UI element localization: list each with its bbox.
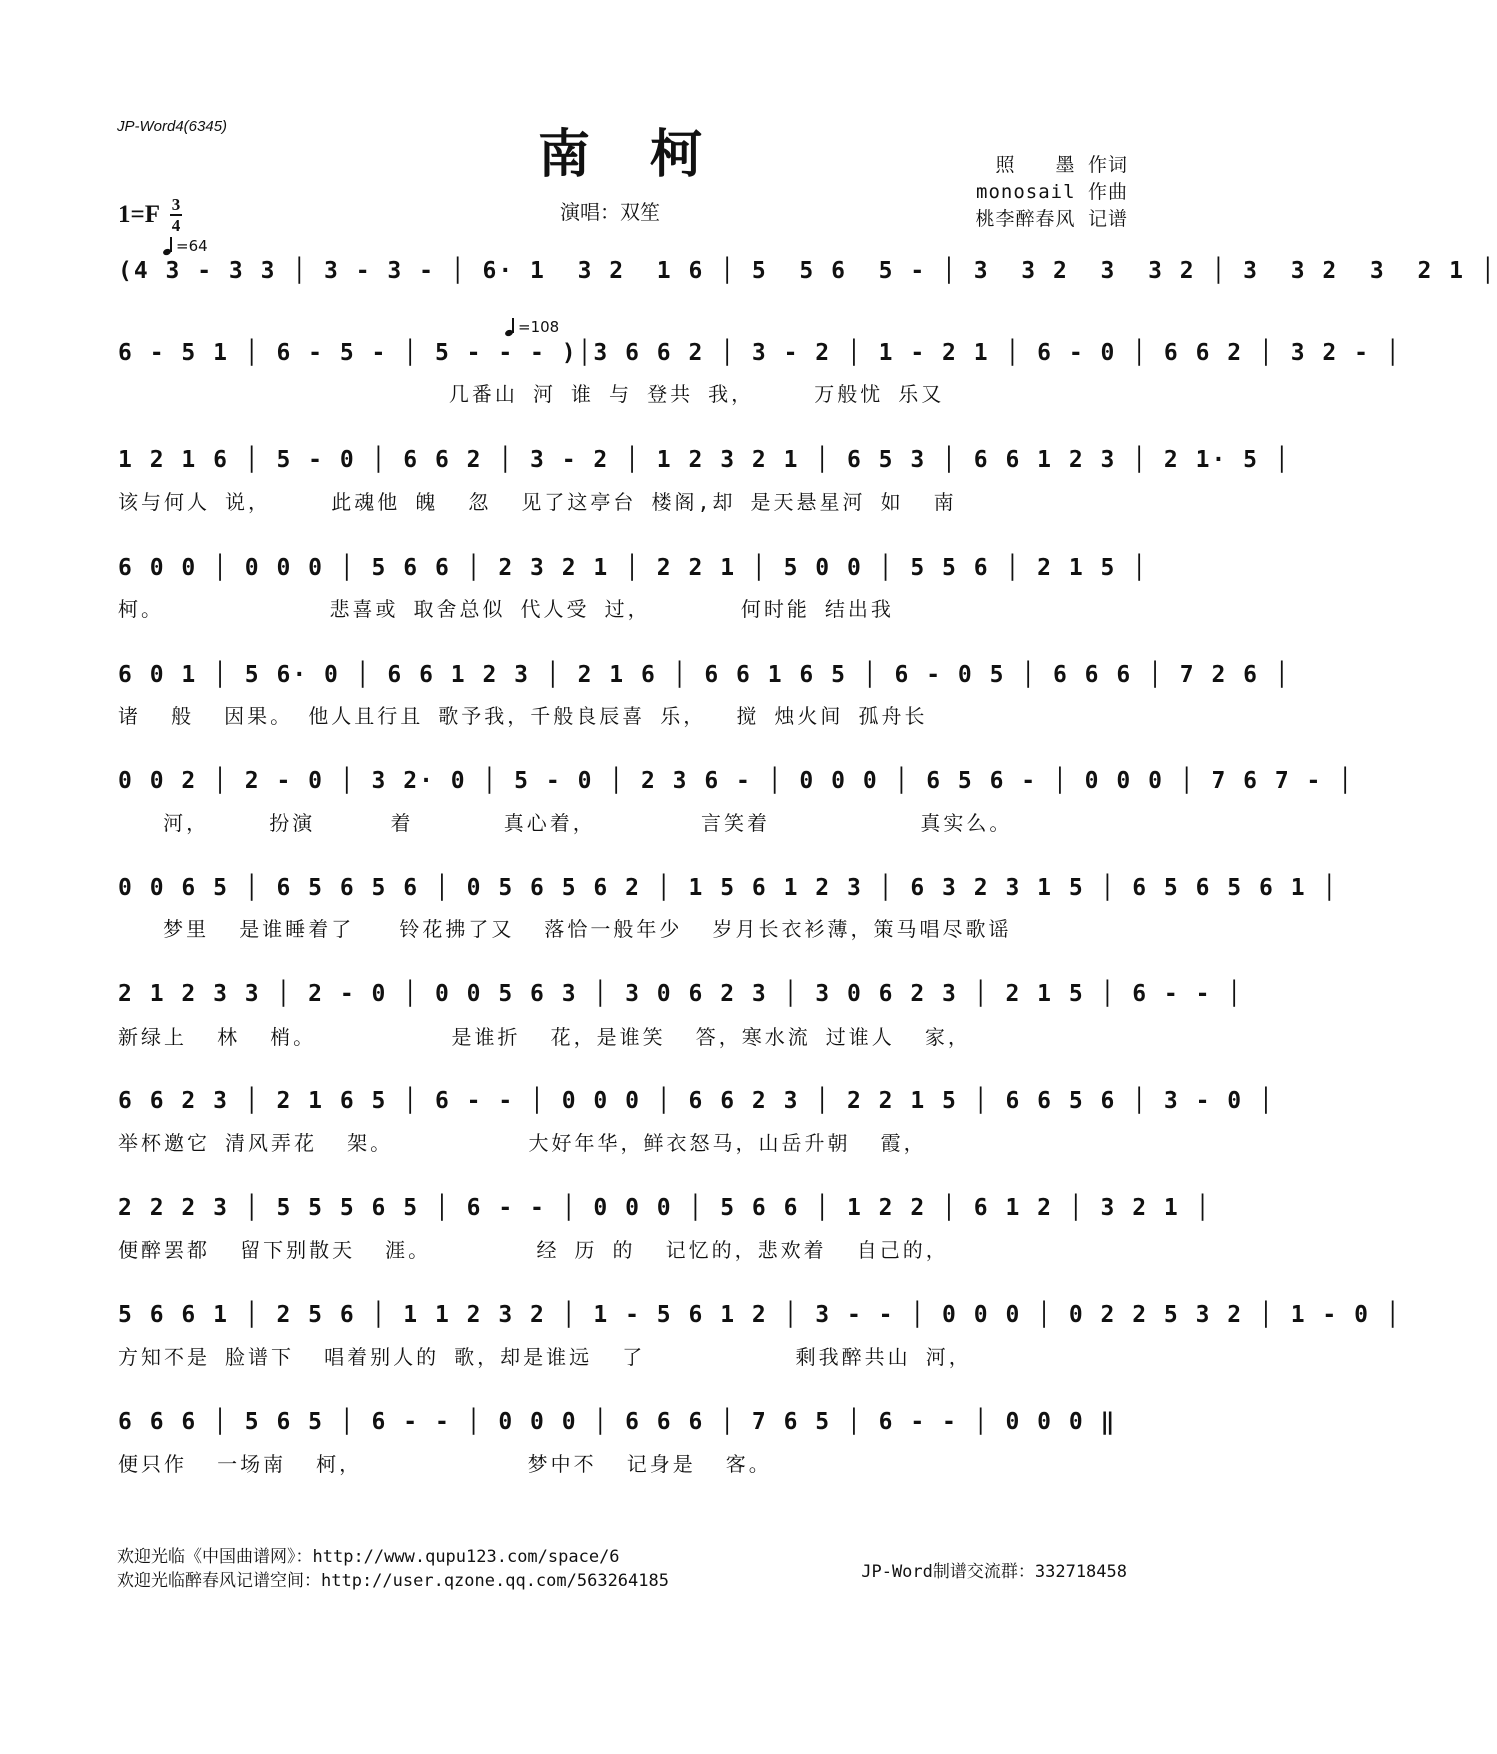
singer-label: 演唱：双笙 [560, 200, 660, 224]
notes-line: 5 6 6 1 │ 2 5 6 │ 1 1 2 3 2 │ 1 - 5 6 1 2 │ 3 - - │ 0 0 0 │ 0 2 2 5 3 2 │ 1 - 0 │ [118, 1302, 1402, 1328]
app-tag: JP-Word4(6345) [117, 118, 228, 135]
notes-line: 6 0 1 │ 5 6· 0 │ 6 6 1 2 3 │ 2 1 6 │ 6 6 1 6 5 │ 6 - 0 5 │ 6 6 6 │ 7 2 6 │ [118, 662, 1291, 688]
quarter-note-icon [163, 237, 173, 255]
footer-link-qupu[interactable]: 欢迎光临《中国曲谱网》：http://www.qupu123.com/space/6 [117, 1547, 620, 1567]
tempo-intro-value: =64 [176, 237, 208, 255]
score-row [118, 875, 1339, 911]
lyrics-line: 新绿上 林 梢。 是谁折 花，是谁笑 答，寒水流 过谁人 家， [118, 1025, 971, 1049]
notes-line: 6 - 5 1 │ 6 - 5 - │ 5 - - - )│3 6 6 2 │ 3 - 2 │ 1 - 2 1 │ 6 - 0 │ 6 6 2 │ 3 2 - │ [118, 340, 1402, 366]
lyrics-line: 河， 扮演 着 真心着， 言笑着 真实么。 [118, 811, 1013, 835]
tempo-main [505, 318, 559, 336]
score-row [118, 1302, 1402, 1338]
score-row [118, 555, 1149, 591]
lyrics-line: 几番山 河 谁 与 登共 我， 万般忧 乐又 [118, 382, 945, 406]
footer-links [117, 1545, 669, 1593]
tempo-intro [163, 237, 208, 255]
score-row [118, 981, 1244, 1017]
quarter-note-icon [505, 318, 515, 336]
notes-line: 0 0 6 5 │ 6 5 6 5 6 │ 0 5 6 5 6 2 │ 1 5 6 1 2 3 │ 6 3 2 3 1 5 │ 6 5 6 5 6 1 │ [118, 875, 1339, 901]
score-row [118, 1409, 1128, 1445]
notes-line: 1 2 1 6 │ 5 - 0 │ 6 6 2 │ 3 - 2 │ 1 2 3 2 1 │ 6 5 3 │ 6 6 1 2 3 │ 2 1· 5 │ [118, 447, 1291, 473]
notes-line: 6 6 6 │ 5 6 5 │ 6 - - │ 0 0 0 │ 6 6 6 │ 7 6 5 │ 6 - - │ 0 0 0 ‖ [118, 1409, 1117, 1435]
lyricist-credit: 照 墨 作词 [995, 154, 1128, 176]
lyrics-line: 方知不是 脸谱下 唱着别人的 歌，却是谁远 了 剩我醉共山 河， [118, 1345, 972, 1369]
lyrics-line: 便只作 一场南 柯， 梦中不 记身是 客。 [118, 1452, 772, 1476]
lyrics-line: 举杯邀它 清风弄花 架。 大好年华，鲜衣怒马，山岳升朝 霞， [118, 1131, 927, 1155]
lyrics-line: 柯。 悲喜或 取舍总似 代人受 过， 何时能 结出我 [118, 597, 894, 621]
key-signature [118, 196, 182, 234]
score-row [118, 447, 1291, 483]
lyrics-line: 该与何人 说， 此魂他 魄 忽 见了这亭台 楼阁,却 是天悬星河 如 南 [118, 490, 957, 514]
tempo-main-value: =108 [518, 318, 560, 336]
notes-line: 6 0 0 │ 0 0 0 │ 5 6 6 │ 2 3 2 1 │ 2 2 1 │ 5 0 0 │ 5 5 6 │ 2 1 5 │ [118, 555, 1149, 581]
lyrics-line: 便醉罢都 留下别散天 涯。 经 历 的 记忆的，悲欢着 自己的， [118, 1238, 949, 1262]
score-row [118, 1195, 1212, 1231]
time-bottom: 4 [171, 216, 181, 235]
notes-line: 2 1 2 3 3 │ 2 - 0 │ 0 0 5 6 3 │ 3 0 6 2 3 │ 3 0 6 2 3 │ 2 1 5 │ 6 - - │ [118, 981, 1244, 1007]
credits [976, 152, 1128, 233]
score-row [118, 1088, 1275, 1124]
time-top: 3 [171, 195, 181, 214]
composer-credit: monosail 作曲 [976, 181, 1128, 203]
notes-line: 2 2 2 3 │ 5 5 5 6 5 │ 6 - - │ 0 0 0 │ 5 6 6 │ 1 2 2 │ 6 1 2 │ 3 2 1 │ [118, 1195, 1212, 1221]
key-label: 1=F [118, 201, 161, 228]
notes-line: 0 0 2 │ 2 - 0 │ 3 2· 0 │ 5 - 0 │ 2 3 6 - │ 0 0 0 │ 6 5 6 - │ 0 0 0 │ 7 6 7 - │ [118, 768, 1355, 794]
footer-group: JP-Word制谱交流群：332718458 [861, 1562, 1127, 1582]
score-row [118, 768, 1355, 804]
page-title: 南柯 [537, 124, 762, 185]
score-row [118, 258, 1497, 294]
footer-link-qzone[interactable]: 欢迎光临醉春风记谱空间：http://user.qzone.qq.com/563264185 [117, 1571, 669, 1591]
score-row [118, 662, 1291, 698]
lyrics-line: 梦里 是谁睡着了 铃花拂了又 落恰一般年少 岁月长衣衫薄，策马唱尽歌谣 [118, 917, 1012, 941]
notes-line: 6 6 2 3 │ 2 1 6 5 │ 6 - - │ 0 0 0 │ 6 6 2 3 │ 2 2 1 5 │ 6 6 5 6 │ 3 - 0 │ [118, 1088, 1275, 1114]
transcriber-credit: 桃李醉春风 记谱 [975, 208, 1128, 230]
notes-line: (4 3 - 3 3 │ 3 - 3 - │ 6· 1 3 2 1 6 │ 5 5 6 5 - │ 3 3 2 3 3 2 │ 3 3 2 3 2 1 │ [118, 258, 1497, 284]
lyrics-line: 诸 般 因果。 他人且行且 歌予我，千般良辰喜 乐， 搅 烛火间 孤舟长 [118, 704, 928, 728]
time-signature [170, 196, 182, 234]
score-row [118, 340, 1402, 376]
